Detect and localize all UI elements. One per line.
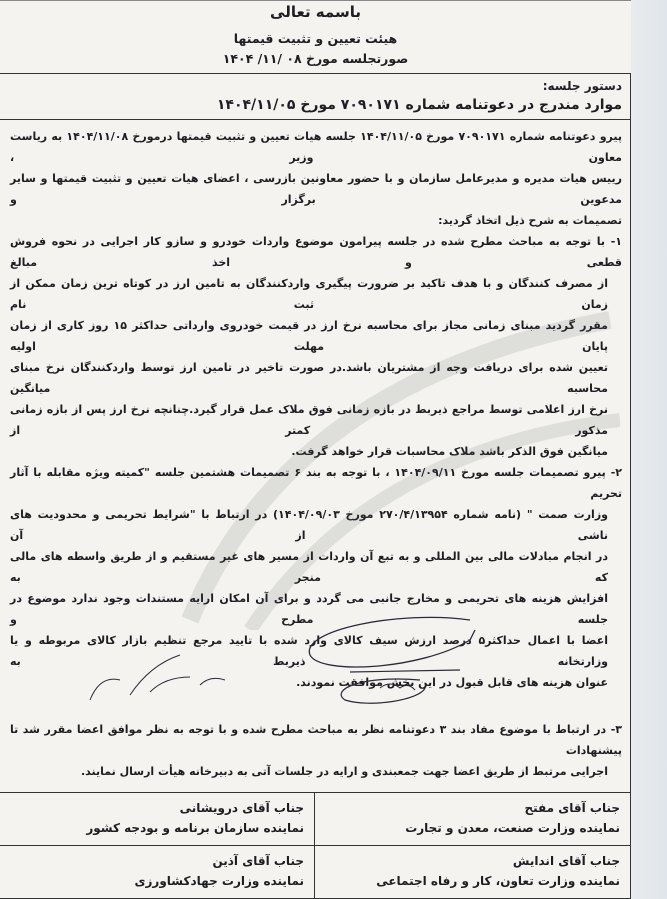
decision-line: مقرر گردید مبنای زمانی مجاز برای محاسبه نرخ ارز در قیمت خودروی وارداتی حداکثر ۱۵ روز کاری از زمان پایان مهلت اولیه [10, 319, 608, 353]
organization-name: هیئت تعیین و تثبیت قیمتها [233, 31, 398, 46]
decision-line: ۳- در ارتباط با موضوع مفاد بند ۳ دعوتنامه نظر به مباحث مطرح شده و با توجه به نظر موافق اعضا مقرر شد تا پیشنهادات [10, 723, 622, 757]
invocation: باسمه تعالی [270, 3, 361, 21]
signatory-role: نماینده وزارت تعاون، کار و رفاه اجتماعی [376, 874, 620, 888]
signatory-role: نماینده وزارت صنعت، معدن و تجارت [405, 821, 620, 835]
decision-line: ۱- با توجه به مباحث مطرح شده در جلسه پیرامون موضوع واردات خودرو و سازو کار اجرایی در نحوه فروش قطعی و اخذ مبالغ [10, 235, 622, 269]
decision-item [10, 719, 622, 782]
decisions-box [0, 120, 631, 793]
decision-line: عنوان هزینه های قابل قبول در این بخش موافقت نمودند. [296, 676, 608, 689]
signatory-name: جناب آقای مفتح [524, 801, 620, 815]
signatory-4 [0, 846, 315, 898]
decision-items [10, 231, 622, 782]
decision-line: میانگین فوق الذکر باشد ملاک محاسبات قرار خواهد گرفت. [291, 445, 608, 458]
decision-item [10, 462, 622, 693]
decision-line: اجرایی مرتبط از طریق اعضا جهت جمعبندی و ارایه در جلسات آتی به دبیرخانه هیأت ارسال نمایند. [80, 765, 608, 778]
signatory-name: جناب آقای آذین [212, 854, 304, 868]
agenda-box [0, 73, 631, 120]
decision-line: وزارت صمت " (نامه شماره ۲۷۰/۴/۱۳۹۵۴ مورخ ۱۴۰۴/۰۹/۰۳) در ارتباط با "شرایط تحریمی و محدودیت های ناشی از آن [10, 508, 608, 542]
intro-line: تصمیمات به شرح ذیل اتخاذ گردید: [438, 214, 622, 227]
decision-line: نرخ ارز اعلامی توسط مراجع ذیربط در بازه زمانی فوق ملاک عمل قرار گیرد.چنانچه نرخ ارز پس از بازه زمانی مذکور کمتر از [10, 403, 608, 437]
signature-row-2 [0, 846, 631, 899]
signatory-1 [315, 793, 630, 845]
minutes-title: صورتجلسه مورخ ۰۸ /۱۱/ ۱۴۰۴ [222, 51, 409, 66]
signature-row-1 [0, 793, 631, 846]
decision-line: از مصرف کنندگان و با هدف تاکید بر ضرورت پیگیری واردکنندگان به تامین ارز در کوتاه ترین زمان ممکن از زمان ثبت نام [10, 277, 608, 311]
decision-line: تعیین شده برای دریافت وجه از مشتریان باشد.در صورت تاخیر در تامین ارز توسط واردکنندگان نرخ مبنای محاسبه میانگین [10, 361, 608, 395]
intro-line: پیرو دعوتنامه شماره ۷۰۹۰۱۷۱ مورخ ۱۴۰۴/۱۱/۰۵ جلسه هیات تعیین و تثبیت قیمتها درمورخ ۱۴۰۴/۱۱/۰۸ به ریاست معاون وزیر ، [10, 130, 623, 164]
signatory-name: جناب آقای اندایش [512, 854, 620, 868]
decision-line: افزایش هزینه های تحریمی و مخارج جانبی می گردد و برای آن امکان ارایه مستندات وجود ندارد موضوع در جلسه مطرح و [10, 592, 608, 626]
scan-edge [631, 0, 667, 899]
intro-line: رییس هیات مدیره و مدیرعامل سازمان و با حضور معاونین بازرسی ، اعضای هیات تعیین و تثبیت قیمتها و سایر مدعوین برگزار و [10, 172, 622, 206]
decision-line: در انجام مبادلات مالی بین المللی و به تبع آن واردات از مسیر های غیر مستقیم و از طریق واسطه های مالی که منجر به [10, 550, 608, 584]
signatory-3 [315, 846, 630, 898]
decision-line: ۲- پیرو تصمیمات جلسه مورخ ۱۴۰۴/۰۹/۱۱ ، با توجه به بند ۶ تصمیمات هشتمین جلسه "کمیته ویژه مقابله با آثار تحریم [10, 466, 622, 500]
decision-item [10, 231, 622, 462]
signatory-role: نماینده سازمان برنامه و بودجه کشور [86, 821, 304, 835]
signatory-name: جناب آقای درویشانی [179, 801, 304, 815]
signatory-role: نماینده وزارت جهادکشاورزی [134, 874, 304, 888]
agenda-label: دستور جلسه: [542, 79, 622, 93]
signatory-2 [0, 793, 315, 845]
agenda-title: موارد مندرج در دعوتنامه شماره ۷۰۹۰۱۷۱ مورخ ۱۴۰۴/۱۱/۰۵ [216, 97, 622, 113]
decision-line: اعضا با اعمال حداکثر۵ درصد ارزش سیف کالای وارد شده با تایید مرجع تنظیم بازار کالای مربوطه و یا وزارتخانه ذیربط به [10, 634, 608, 668]
